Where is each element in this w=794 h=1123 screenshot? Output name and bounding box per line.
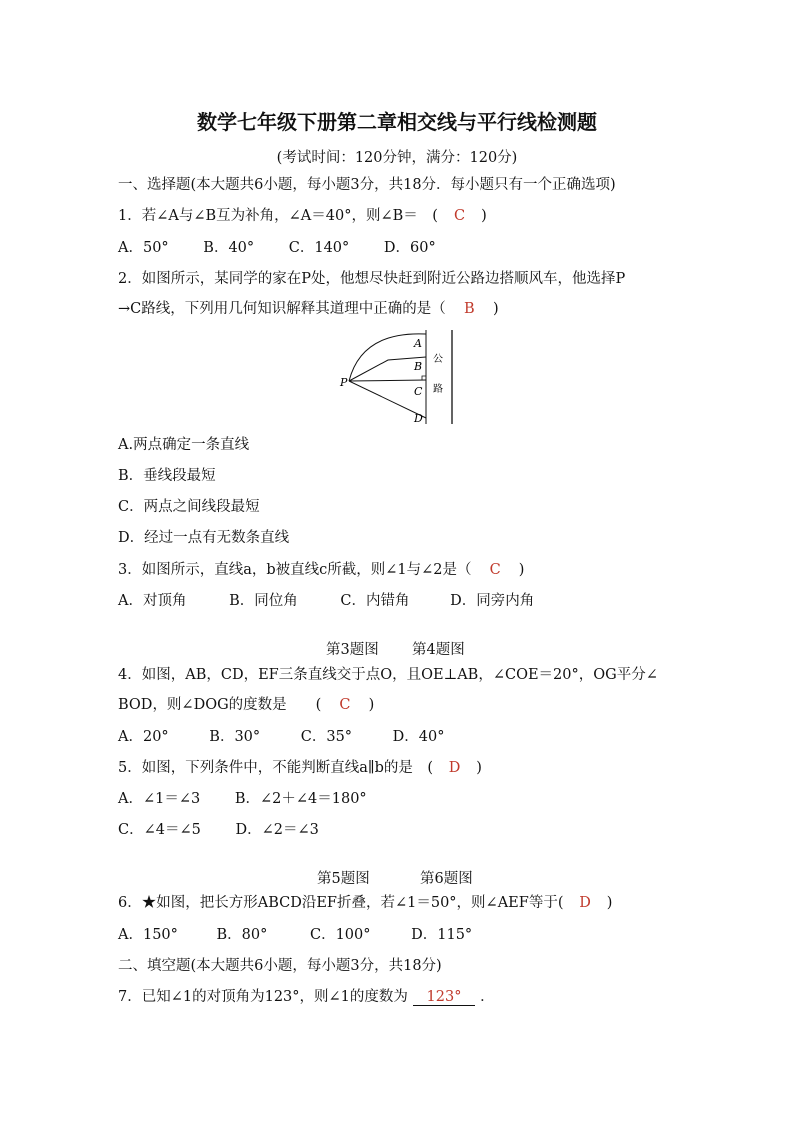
option-d: D．同旁内角 <box>450 593 535 609</box>
question-5-close: ) <box>476 760 482 776</box>
question-4-stem-line1: 4．如图，AB，CD，EF三条直线交于点O，且OE⊥AB，∠COE＝20°，OG平分∠ <box>118 667 658 683</box>
label-p: P <box>340 376 348 389</box>
question-5-answer: D <box>448 760 461 776</box>
option-c: C．∠4＝∠5 <box>118 822 201 838</box>
question-4 <box>118 696 374 714</box>
option-c: C．内错角 <box>340 593 410 609</box>
question-5-stem: 5．如图，下列条件中，不能判断直线a∥b的是 ( <box>118 760 434 776</box>
question-7-answer-blank[interactable]: 123° <box>413 989 476 1006</box>
question-3-close: ) <box>518 562 525 578</box>
question-5 <box>118 759 482 777</box>
question-2-close: ) <box>492 301 499 317</box>
option-b: B．80° <box>216 927 268 943</box>
question-2-option-a: A.两点确定一条直线 <box>118 437 250 453</box>
question-2-answer: B <box>464 301 475 317</box>
option-a: A．20° <box>118 729 169 745</box>
question-5-options-row2 <box>118 821 319 839</box>
question-1 <box>118 207 487 225</box>
exam-info: (考试时间：120分钟，满分：120分) <box>276 150 518 166</box>
option-d: D．∠2＝∠3 <box>235 822 319 838</box>
figure-caption-q6: 第6题图 <box>420 871 473 887</box>
question-7-stem: 7．已知∠1的对顶角为123°，则∠1的度数为 <box>118 989 408 1005</box>
question-2-option-b: B．垂线段最短 <box>118 468 216 484</box>
question-3-options <box>118 592 534 610</box>
question-2 <box>118 300 499 318</box>
question-3-answer: C <box>489 562 501 578</box>
option-d: D．115° <box>411 927 473 943</box>
question-7-end: ． <box>480 989 495 1005</box>
option-b: B．40° <box>203 240 255 256</box>
section-heading-choice: 一、选择题(本大题共6小题，每小题3分，共18分．每小题只有一个正确选项) <box>118 177 616 193</box>
option-d: D．60° <box>383 240 436 256</box>
question-6-answer: D <box>579 895 591 911</box>
option-c: C．35° <box>300 729 353 745</box>
question-2-stem-line2: →C路线，下列用几何知识解释其道理中正确的是（ <box>118 301 446 317</box>
option-c: C．140° <box>288 240 350 256</box>
question-4-options <box>118 728 445 746</box>
option-a: A．150° <box>118 927 178 943</box>
question-3-stem: 3．如图所示，直线a，b被直线c所截，则∠1与∠2是（ <box>118 562 472 578</box>
question-2-option-d: D．经过一点有无数条直线 <box>118 530 290 546</box>
option-b: B．∠2＋∠4＝180° <box>234 791 367 807</box>
page-title: 数学七年级下册第二章相交线与平行线检测题 <box>197 110 597 134</box>
right-angle-mark <box>422 376 426 380</box>
option-a: A．对顶角 <box>118 593 187 609</box>
question-4-close: ) <box>368 697 375 713</box>
question-1-answer: C <box>453 208 466 224</box>
option-b: B．30° <box>209 729 261 745</box>
question-7 <box>118 988 495 1006</box>
question-1-close: ) <box>481 208 487 224</box>
option-c: C．100° <box>309 927 371 943</box>
question-1-options <box>118 239 436 257</box>
label-c: C <box>414 385 423 398</box>
label-d: D <box>414 412 423 425</box>
label-a: A <box>414 337 422 350</box>
question-6-options <box>118 926 472 944</box>
figure-caption-q4: 第4题图 <box>412 642 465 658</box>
option-a: A．50° <box>118 240 169 256</box>
question-2-stem-line1: 2．如图所示，某同学的家在P处，他想尽快赶到附近公路边搭顺风车，他选择P <box>118 271 626 287</box>
question-6 <box>118 894 612 912</box>
option-d: D．40° <box>392 729 445 745</box>
question-2-option-c: C．两点之间线段最短 <box>118 499 260 515</box>
figure-caption-q3: 第3题图 <box>326 642 379 658</box>
question-3 <box>118 561 524 579</box>
question-4-stem-line2: BOD，则∠DOG的度数是 ( <box>118 697 322 713</box>
road-label-top: 公 <box>433 354 443 365</box>
question-2-figure <box>330 326 470 430</box>
option-b: B．同位角 <box>229 593 298 609</box>
option-a: A．∠1＝∠3 <box>118 791 201 807</box>
question-1-stem: 1．若∠A与∠B互为补角，∠A＝40°，则∠B＝ ( <box>118 208 438 224</box>
path-p-to-c <box>349 380 426 381</box>
question-4-answer: C <box>339 697 351 713</box>
question-5-options-row1 <box>118 790 367 808</box>
figure-caption-q5: 第5题图 <box>317 871 370 887</box>
question-6-close: ) <box>606 895 613 911</box>
road-label-bottom: 路 <box>433 384 443 395</box>
label-b: B <box>414 360 423 373</box>
section-heading-fill-in: 二、填空题(本大题共6小题，每小题3分，共18分) <box>118 958 442 974</box>
question-6-stem: 6．★如图，把长方形ABCD沿EF折叠，若∠1＝50°，则∠AEF等于( <box>118 895 564 911</box>
